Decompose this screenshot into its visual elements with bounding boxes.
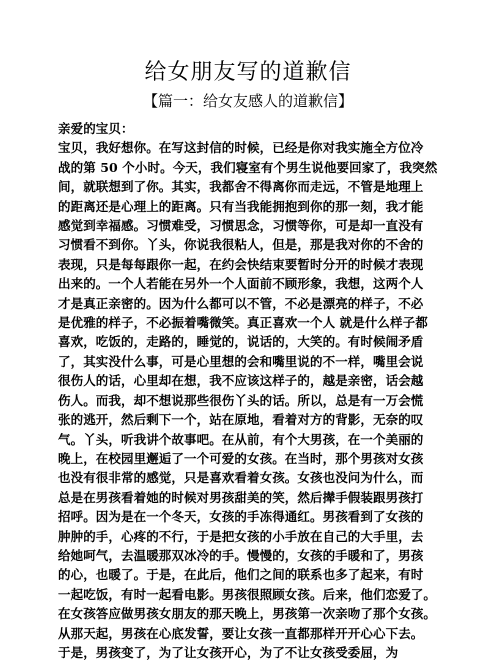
letter-line: 宝贝，我好想你。在写这封信的时候，已经是你对我实施全方位冷	[58, 140, 424, 156]
letter-line: 也没有很非常的感觉，只是喜欢看着女孩。女孩也没问为什么，而	[58, 470, 424, 486]
letter-line: 一起吃饭，有时一起看电影。男孩很照顾女孩。后来，他们恋爱了。	[58, 586, 437, 602]
letter-line: 伤人。而我，却不想说那些很伤丫头的话。所以，总是有一万会慌	[58, 392, 424, 408]
letter-line: 总是在男孩看着她的时候对男孩甜美的笑，然后撵手假装跟男孩打	[58, 489, 424, 505]
letter-greeting: 亲爱的宝贝：	[58, 121, 134, 136]
letter-line: 才是真正亲密的。因为什么都可以不管，不必是漂亮的样子，不必	[58, 295, 424, 311]
letter-line: 习惯看不到你。丫头，你说我很粘人，但是，那是我对你的不舍的	[58, 237, 424, 253]
letter-line: 间，就联想到了你。其实，我都舍不得离你而走远，不管是地理上	[58, 179, 424, 195]
letter-line: 战的第 50 个小时。今天，我们寝室有个男生说他要回家了，我突然	[58, 159, 438, 175]
letter-line: 肿肿的手，心疼的不行，于是把女孩的小手放在自己的大手里，去	[58, 528, 424, 544]
letter-body	[58, 119, 442, 662]
letter-line: 很伤人的话，心里却在想，我不应该这样子的，越是亲密，话会越	[58, 373, 424, 389]
letter-line: 气。丫头，听我讲个故事吧。在从前，有个大男孩，在一个美丽的	[58, 431, 424, 447]
letter-line: 于是，男孩变了，为了让女孩开心，为了不让女孩受委屈，为	[58, 644, 399, 660]
section-heading: 【篇一：给女友感人的道歉信】	[142, 92, 353, 110]
letter-line: 招呼。因为是在一个冬天，女孩的手冻得通红。男孩看到了女孩的	[58, 509, 424, 525]
letter-line: 出来的。一个人若能在另外一个人面前不顾形象，我想，这两个人	[58, 276, 424, 292]
letter-line: 的距离还是心理上的距离。只有当我能拥抱到你的那一刻，我才能	[58, 198, 424, 214]
letter-line: 给她呵气，去温暖那双冰冷的手。慢慢的，女孩的手暖和了，男孩	[58, 547, 424, 563]
letter-line: 晚上，在校园里邂逅了一个可爱的女孩。在当时，那个男孩对女孩	[58, 450, 424, 466]
letter-line: 从那天起，男孩在心底发誓，要让女孩一直都那样开开心心下去。	[58, 625, 424, 641]
letter-line: 张的逃开，然后剩下一个，站在原地，看着对方的背影，无奈的叹	[58, 412, 424, 428]
letter-line: 是优雅的样子，不必振着嘴微笑。真正喜欢一个人 就是什么样子都	[58, 315, 428, 331]
letter-line: 的心，也暖了。于是，在此后，他们之间的联系也多了起来，有时	[58, 567, 424, 583]
letter-line: 在女孩答应做男孩女朋友的那天晚上，男孩第一次亲吻了那个女孩。	[58, 606, 437, 622]
letter-line: 喜欢，吃饭的，走路的，睡觉的，说话的，大笑的。有时候闹矛盾	[58, 334, 424, 350]
letter-line: 了，其实没什么事，可是心里想的会和嘴里说的不一样，嘴里会说	[58, 353, 424, 369]
letter-line: 感觉到幸福感。习惯难受，习惯思念，习惯等你，可是却一直没有	[58, 218, 424, 234]
page-title: 给女朋友写的道歉信	[144, 60, 352, 85]
letter-line: 表现，只是每每跟你一起，在约会快结束要暂时分开的时候才表现	[58, 256, 424, 272]
